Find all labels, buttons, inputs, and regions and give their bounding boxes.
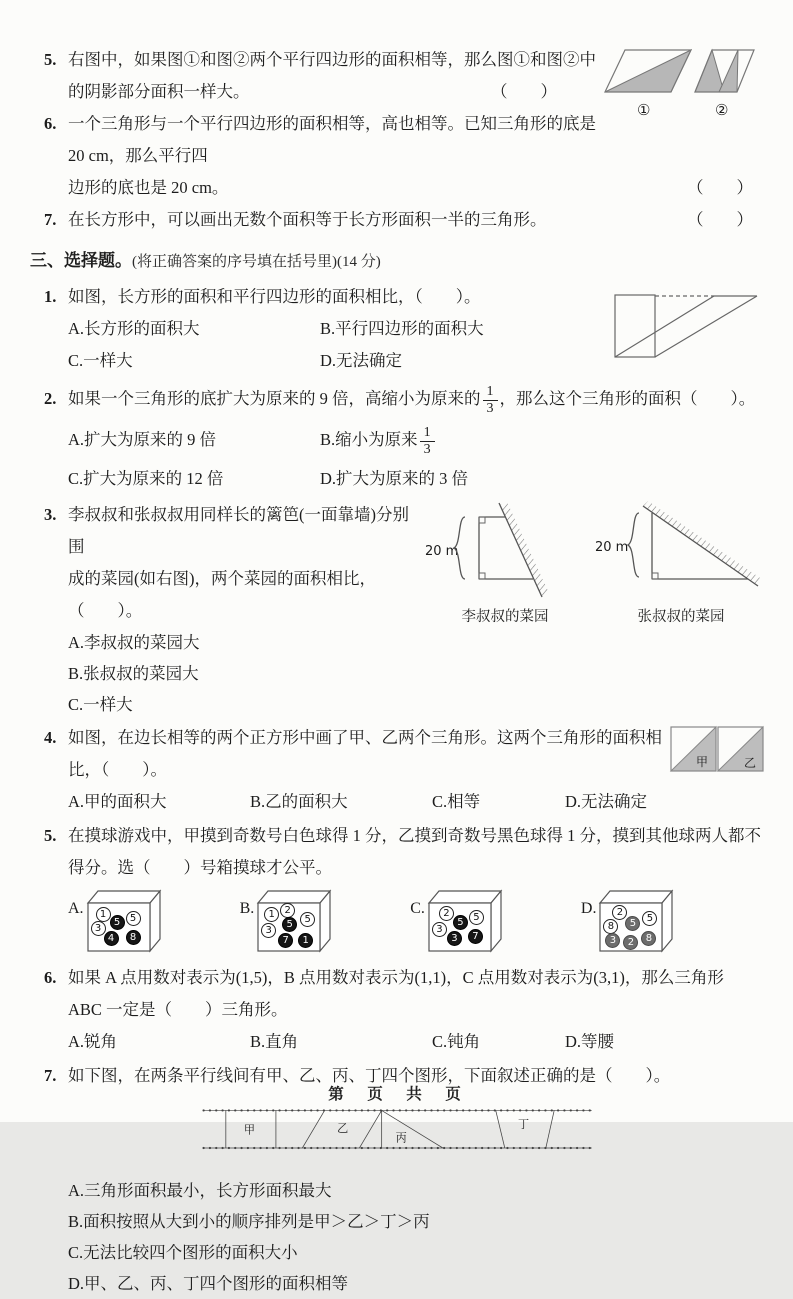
option-b: B.直角 [250, 1032, 299, 1051]
shape-label-ding: 丁 [518, 1118, 530, 1131]
box-label: A. [68, 900, 84, 917]
mc6-line2 [30, 994, 767, 1026]
question-number: 6. [44, 114, 57, 133]
page-footer: 第 页 共 页 [328, 1086, 465, 1103]
tf5-line2 [30, 76, 767, 108]
ball: 1 [298, 933, 313, 948]
question-text: 如果 A 点用数对表示为(1,5)，B 点用数对表示为(1,1)，C 点用数对表示为(3,1)，那么三角形 [68, 968, 724, 987]
option-a: A.三角形面积最小，长方形面积最大 [68, 1181, 332, 1200]
mc4-line2 [30, 754, 767, 786]
mc-question-4 [30, 722, 767, 818]
ball-box-b [240, 887, 335, 957]
tf5-line1 [30, 44, 767, 76]
fraction-one-third: $\frac{1}{3}$ [420, 426, 435, 458]
question-text-pre: 如果一个三角形的底扩大为原来的 9 倍，高缩小为原来的 [68, 389, 481, 408]
ball: 2 [439, 906, 454, 921]
shape-label-jia: 甲 [243, 1124, 256, 1137]
question-text: 一个三角形与一个平行四边形的面积相等，高也相等。已知三角形的底是 20 cm，那么平行四 [68, 114, 596, 165]
mc-question-6 [30, 962, 767, 1058]
tf-item-5 [30, 44, 767, 119]
question-text: 在长方形中，可以画出无数个面积等于长方形面积一半的三角形。 [68, 210, 547, 229]
question-text: 比，（ ）。 [68, 760, 167, 779]
mc-question-5 [30, 820, 767, 957]
option-b: B.张叔叔的菜园大 [68, 664, 199, 683]
section-header [30, 246, 767, 277]
mc2-options-row2 [30, 461, 767, 497]
ball: 4 [104, 931, 119, 946]
mc6-line1 [30, 962, 767, 994]
mc1-options-row1 [30, 313, 611, 345]
box-label: C. [410, 900, 425, 917]
length-label: 20 m [595, 540, 629, 555]
ball: 3 [447, 931, 462, 946]
ball: 2 [612, 905, 627, 920]
question-text: 的阴影部分面积一样大。 [68, 82, 250, 101]
question-text: 在摸球游戏中，甲摸到奇数号白色球得 1 分，乙摸到奇数号黑色球得 1 分，摸到其他球两人都不 [68, 826, 761, 845]
mc6-options [30, 1026, 767, 1058]
answer-paren: （ ） [687, 178, 753, 197]
option-b: B.缩小为原来 $\frac{1}{3}$ [320, 419, 437, 461]
ball: 3 [261, 923, 276, 938]
parallel-lines-drawing [198, 1096, 598, 1168]
answer-paren: （ ） [491, 82, 557, 101]
question-text-post: ，那么这个三角形的面积（ ）。 [499, 389, 756, 408]
ball: 2 [623, 935, 638, 950]
question-text: 边形的底也是 20 cm。 [68, 178, 229, 197]
mc3-line1 [30, 499, 767, 563]
question-number: 5. [44, 826, 57, 845]
question-number: 7. [44, 1066, 57, 1085]
mc2-options-row1 [30, 419, 767, 461]
option-a: A.甲的面积大 [68, 792, 167, 811]
question-number: 7. [44, 210, 57, 229]
ball: 3 [605, 933, 620, 948]
option-b: B.面积按照从大到小的顺序排列是甲＞乙＞丁＞丙 [68, 1212, 430, 1231]
answer-paren: （ ） [687, 210, 753, 229]
ball-box-d [581, 887, 677, 957]
option-c: C.钝角 [432, 1032, 481, 1051]
question-number: 3. [44, 505, 57, 524]
mc-question-3 [30, 499, 767, 720]
mc1-stem [30, 281, 767, 313]
garden-zhang-caption: 张叔叔的菜园 [637, 609, 725, 625]
question-text: 李叔叔和张叔叔用同样长的篱笆(一面靠墙)分别围 [68, 505, 409, 556]
ball: 5 [126, 911, 141, 926]
question-text: 得分。选（ ）号箱摸球才公平。 [68, 858, 332, 877]
ball-box-c [410, 887, 505, 957]
ball: 2 [280, 903, 295, 918]
option-b: B.乙的面积大 [250, 792, 348, 811]
garden-li-caption: 李叔叔的菜园 [461, 609, 549, 625]
mc-question-2 [30, 379, 767, 497]
box-drawing [596, 887, 676, 957]
question-text: 右图中，如果图①和图②两个平行四边形的面积相等，那么图①和图②中 [68, 50, 596, 69]
question-text: 如下图，在两条平行线间有甲、乙、丙、丁四个图形，下面叙述正确的是（ ）。 [68, 1066, 671, 1085]
ball: 8 [641, 931, 656, 946]
mc1-options-row2 [30, 345, 611, 377]
option-c: C.扩大为原来的 12 倍 [68, 469, 224, 488]
ball: 5 [469, 910, 484, 925]
box-drawing [254, 887, 334, 957]
ball-box-a [68, 887, 164, 957]
mc3-line2 [30, 563, 767, 627]
box-label: D. [580, 900, 597, 917]
figure-parallel-lines-shapes [198, 1096, 767, 1173]
question-number: 6. [44, 968, 57, 987]
option-a: A.李叔叔的菜园大 [68, 633, 200, 652]
question-number: 2. [44, 389, 57, 408]
option-b: B.平行四边形的面积大 [320, 319, 484, 338]
ball: 1 [264, 907, 279, 922]
tf7-line1 [30, 204, 767, 236]
box-drawing [425, 887, 505, 957]
ball: 3 [91, 921, 106, 936]
ball: 8 [126, 930, 141, 945]
tf6-line2 [30, 172, 767, 204]
option-d: D.等腰 [565, 1032, 615, 1051]
question-text: ABC 一定是（ ）三角形。 [68, 1000, 288, 1019]
option-a: A.扩大为原来的 9 倍 [68, 430, 217, 449]
ball: 5 [625, 916, 640, 931]
question-text: 如图，长方形的面积和平行四边形的面积相比，（ ）。 [68, 287, 481, 306]
option-d: D.扩大为原来的 3 倍 [320, 469, 469, 488]
ball: 5 [110, 915, 125, 930]
ball: 5 [642, 911, 657, 926]
ball: 3 [432, 922, 447, 937]
option-c: C.相等 [432, 792, 481, 811]
tf6-line1 [30, 108, 767, 172]
section-title: 三、选择题。 [30, 251, 132, 270]
question-text: 如图，在边长相等的两个正方形中画了甲、乙两个三角形。这两个三角形的面积相 [68, 728, 662, 747]
question-number: 1. [44, 287, 57, 306]
question-number: 5. [44, 50, 57, 69]
option-d: D.无法确定 [320, 351, 403, 370]
mc4-options [30, 786, 767, 818]
question-text: 成的菜园(如右图)，两个菜园的面积相比，（ ）。 [68, 569, 376, 620]
mc5-line2 [30, 852, 767, 884]
box-label: B. [239, 900, 255, 917]
length-label: 20 m [425, 544, 459, 559]
option-a: A.长方形的面积大 [68, 319, 200, 338]
box-drawing [84, 887, 164, 957]
shape-label-bing: 丙 [395, 1132, 407, 1145]
true-false-section [30, 44, 767, 236]
tf-item-6 [30, 108, 767, 204]
option-d: D.无法确定 [565, 792, 648, 811]
ball: 8 [603, 919, 618, 934]
ball: 1 [96, 907, 111, 922]
ball: 5 [453, 915, 468, 930]
option-a: A.锐角 [68, 1032, 118, 1051]
figure-label-2: ② [715, 103, 729, 119]
ball-boxes-row [30, 887, 767, 957]
shape-label-yi: 乙 [337, 1123, 349, 1135]
figure-label-1: ① [637, 103, 651, 119]
ball: 7 [278, 933, 293, 948]
question-number: 4. [44, 728, 57, 747]
ball: 7 [468, 929, 483, 944]
option-c: C.一样大 [68, 351, 133, 370]
mc-question-1 [30, 281, 767, 377]
ball: 5 [282, 917, 297, 932]
option-c: C.一样大 [68, 695, 133, 714]
mc2-stem [30, 379, 767, 419]
option-c: C.无法比较四个图形的面积大小 [68, 1243, 298, 1262]
mc4-line1 [30, 722, 767, 754]
fraction-one-third: $\frac{1}{3}$ [483, 385, 498, 417]
section-note: (将正确答案的序号填在括号里)(14 分) [132, 254, 381, 270]
option-d: D.甲、乙、丙、丁四个图形的面积相等 [68, 1274, 349, 1293]
ball: 5 [300, 912, 315, 927]
mc5-line1 [30, 820, 767, 852]
triangle-label-jia: 甲 [696, 755, 709, 769]
triangle-label-yi: 乙 [744, 756, 757, 770]
tf-item-7 [30, 204, 767, 236]
